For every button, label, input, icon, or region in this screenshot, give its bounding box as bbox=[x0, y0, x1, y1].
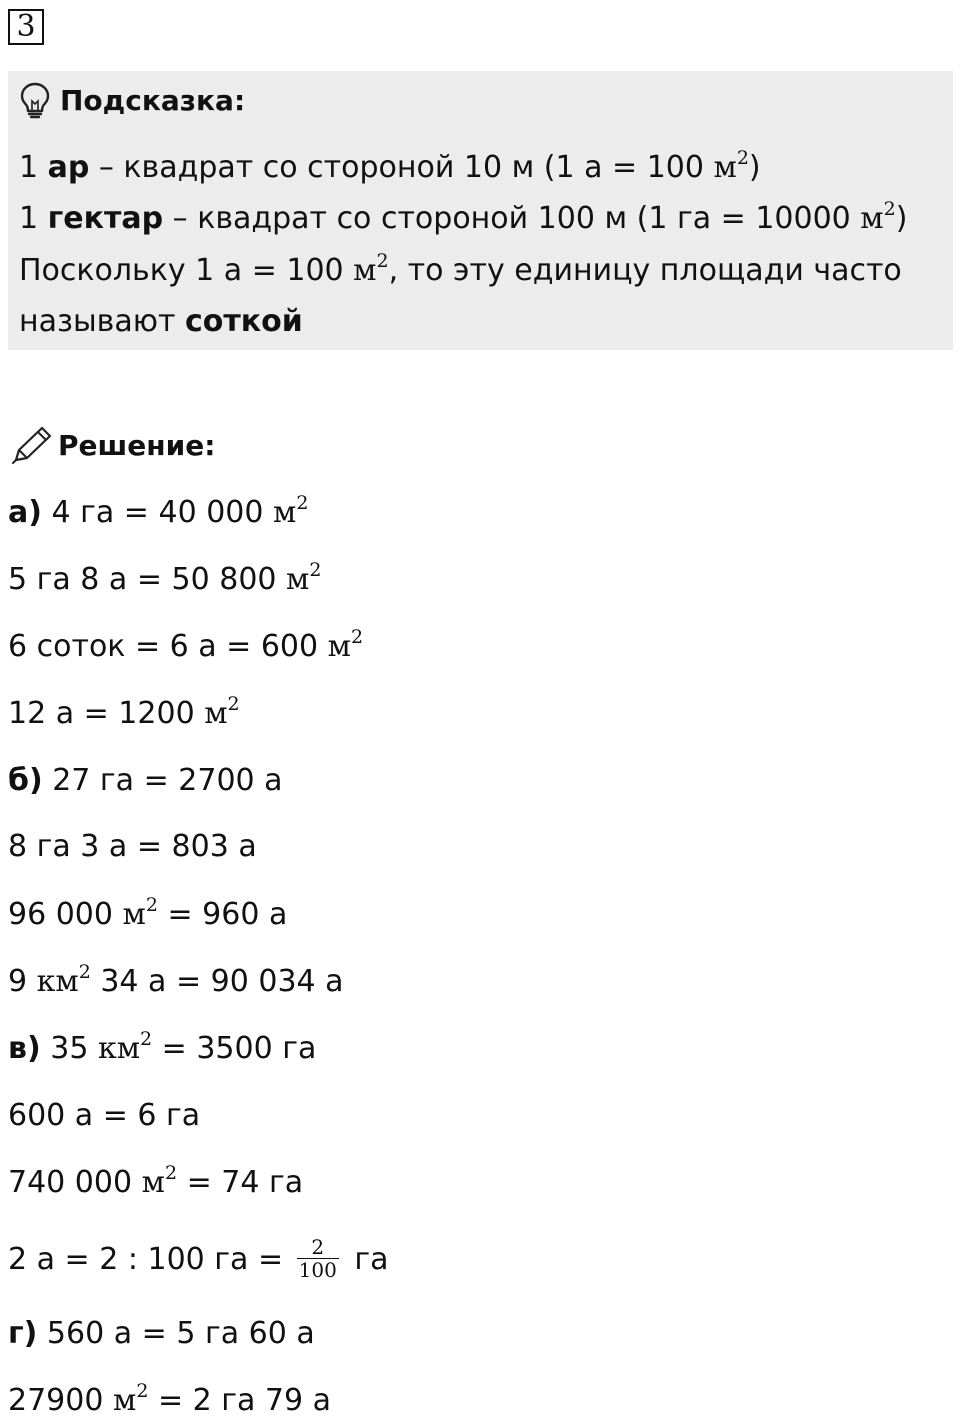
pencil-icon bbox=[10, 424, 54, 466]
task-number-box: 3 bbox=[8, 9, 44, 45]
hint-line-hectare: 1 гектар – квадрат со стороной 100 м (1 га = 10000 $м^2$) bbox=[19, 198, 908, 236]
fraction: $\frac{2}{100}$ bbox=[298, 1235, 337, 1282]
solution-line: 8 га 3 а = 803 а bbox=[8, 829, 257, 864]
solution-line: 740 000 $м^2 = 74$ га bbox=[8, 1162, 304, 1200]
solution-line: 27900 $м^2 = 2$ га 79 а bbox=[8, 1380, 332, 1418]
hint-line-sotka: называют соткой bbox=[19, 304, 303, 339]
hint-line-ar: 1 ар – квадрат со стороной 10 м (1 а = 100 $м^2$) bbox=[19, 147, 761, 185]
solution-line: а) 4 га = 40 000 $м^2$ bbox=[8, 492, 309, 530]
solution-line: 2 а = 2 : 100 га = $\frac{2}{100}$ га bbox=[8, 1235, 389, 1282]
solution-line: 5 га 8 а = 50 800 $м^2$ bbox=[8, 559, 322, 597]
solution-line: 9 $км^2$ 34 а = 90 034 а bbox=[8, 961, 344, 999]
solution-line: 6 соток = 6 а = 600 $м^2$ bbox=[8, 626, 364, 664]
hint-title: Подсказка: bbox=[60, 83, 246, 117]
solution-line: 12 а = 1200 $м^2$ bbox=[8, 693, 240, 731]
hint-line-since: Поскольку 1 а = 100 $м^2$, то эту единицу площади часто bbox=[19, 250, 902, 288]
solution-header bbox=[10, 424, 215, 466]
solution-title: Решение: bbox=[58, 428, 216, 462]
hint-header bbox=[18, 80, 245, 120]
solution-line: г) 560 а = 5 га 60 а bbox=[8, 1316, 315, 1351]
solution-line: 96 000 $м^2 = 960$ а bbox=[8, 894, 288, 932]
solution-line: в) 35 $км^2 = 3500$ га bbox=[8, 1028, 317, 1066]
solution-line: 600 а = 6 га bbox=[8, 1098, 201, 1133]
solution-line: б) 27 га = 2700 а bbox=[8, 763, 283, 798]
lightbulb-icon bbox=[18, 81, 52, 119]
